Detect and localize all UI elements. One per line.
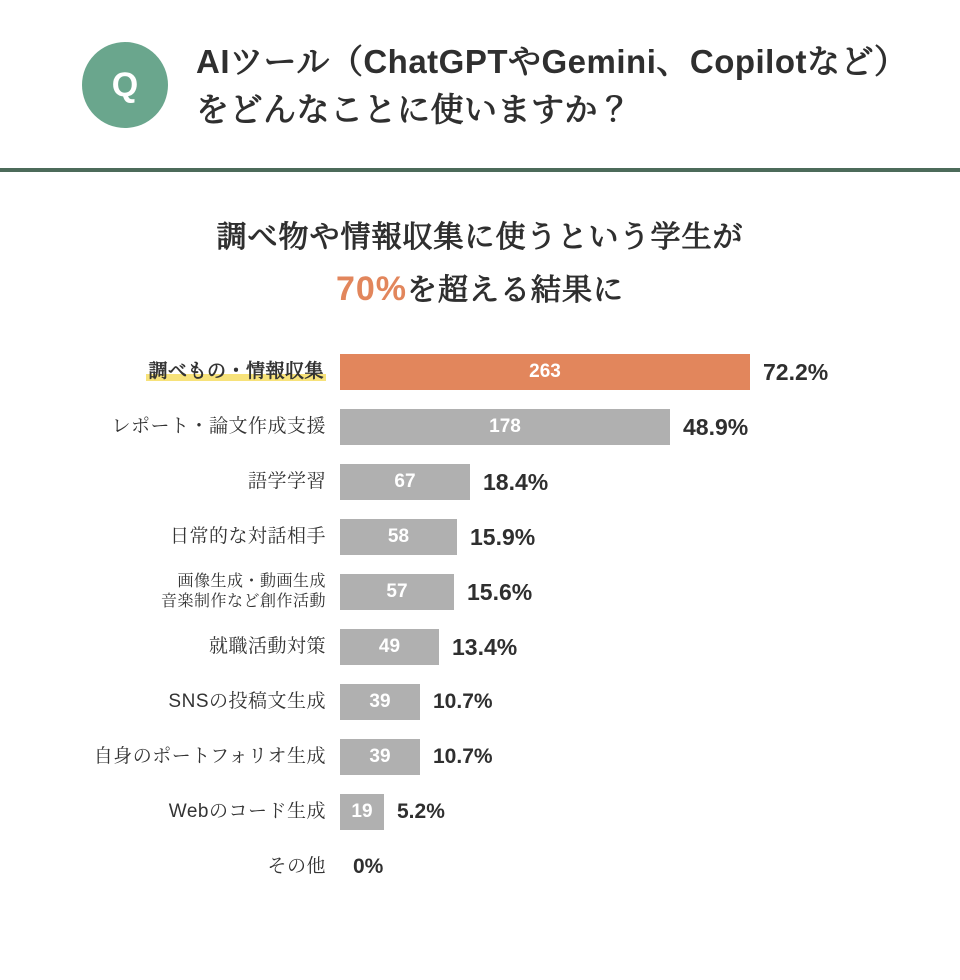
label-text-line1: Webのコード生成 <box>168 801 326 823</box>
chart-bar: 39 <box>340 684 420 720</box>
subheadline-tail: を超える結果に <box>407 273 625 307</box>
chart-row <box>0 460 920 504</box>
chart-row <box>0 625 920 669</box>
chart-bar: 57 <box>340 574 454 610</box>
question-badge: Q <box>82 42 168 128</box>
chart-bar-area <box>340 684 920 720</box>
chart-row <box>0 735 920 779</box>
chart-row-label <box>0 525 340 549</box>
header <box>0 0 960 134</box>
chart-bar: 58 <box>340 519 457 555</box>
bar-chart <box>0 350 960 889</box>
chart-bar-percent: 18.4% <box>483 468 549 495</box>
chart-row-label <box>0 855 340 879</box>
chart-row <box>0 680 920 724</box>
chart-row-label <box>0 745 340 769</box>
chart-row <box>0 350 920 394</box>
label-text-line1: 日常的な対話相手 <box>169 526 326 548</box>
chart-bar: 67 <box>340 464 470 500</box>
subheadline <box>0 214 960 316</box>
chart-row <box>0 790 920 834</box>
chart-row <box>0 570 920 614</box>
chart-bar-percent: 15.6% <box>467 578 533 605</box>
label-text-line1: レポート・論文作成支援 <box>111 416 326 438</box>
chart-bar-percent: 10.7% <box>433 690 493 714</box>
subheadline-line1: 調べ物や情報収集に使うという学生が <box>216 220 744 254</box>
highlighted-label-text: 調べもの・情報収集 <box>148 361 324 383</box>
chart-row-label <box>0 800 340 824</box>
chart-bar-percent: 0% <box>353 855 384 879</box>
chart-bar: 49 <box>340 629 439 665</box>
chart-bar-area <box>340 464 920 500</box>
chart-bar-percent: 15.9% <box>470 523 536 550</box>
chart-bar-percent: 5.2% <box>397 800 445 824</box>
chart-row-label <box>0 360 340 384</box>
chart-bar-area <box>340 354 920 390</box>
chart-row-label <box>0 690 340 714</box>
chart-bar: 178 <box>340 409 670 445</box>
chart-bar-percent: 72.2% <box>763 358 829 385</box>
label-text-line1: 語学学習 <box>247 471 326 493</box>
chart-bar-percent: 10.7% <box>433 745 493 769</box>
subheadline-line2 <box>0 262 960 316</box>
label-text-line1: SNSの投稿文生成 <box>168 691 326 713</box>
label-text-line1: 画像生成・動画生成 <box>177 573 326 591</box>
chart-row-label <box>0 635 340 659</box>
chart-bar: 39 <box>340 739 420 775</box>
chart-row <box>0 405 920 449</box>
label-text-line1: 就職活動対策 <box>208 636 326 658</box>
chart-bar-percent: 13.4% <box>452 633 518 660</box>
label-text-line1: その他 <box>267 856 326 878</box>
chart-bar-area <box>340 739 920 775</box>
chart-row <box>0 515 920 559</box>
label-text-line2: 音楽制作など創作活動 <box>160 593 326 611</box>
chart-row-label <box>0 415 340 439</box>
chart-bar: 19 <box>340 794 384 830</box>
chart-row-label <box>0 470 340 494</box>
label-text-line1: 自身のポートフォリオ生成 <box>93 746 326 768</box>
chart-bar-area <box>340 629 920 665</box>
chart-bar-area <box>340 519 920 555</box>
chart-row <box>0 845 920 889</box>
question-title: AIツール（ChatGPTやGemini、Copilotなど）をどんなことに使いますか？ <box>196 43 908 128</box>
chart-bar-area <box>340 849 920 885</box>
chart-bar-area <box>340 409 920 445</box>
chart-bar-highlight: 263 <box>340 354 750 390</box>
header-divider <box>0 168 960 172</box>
subheadline-percent: 70% <box>335 269 408 308</box>
chart-row-label <box>0 572 340 612</box>
chart-bar-percent: 48.9% <box>683 413 749 440</box>
chart-bar-area <box>340 574 920 610</box>
chart-bar-area <box>340 794 920 830</box>
